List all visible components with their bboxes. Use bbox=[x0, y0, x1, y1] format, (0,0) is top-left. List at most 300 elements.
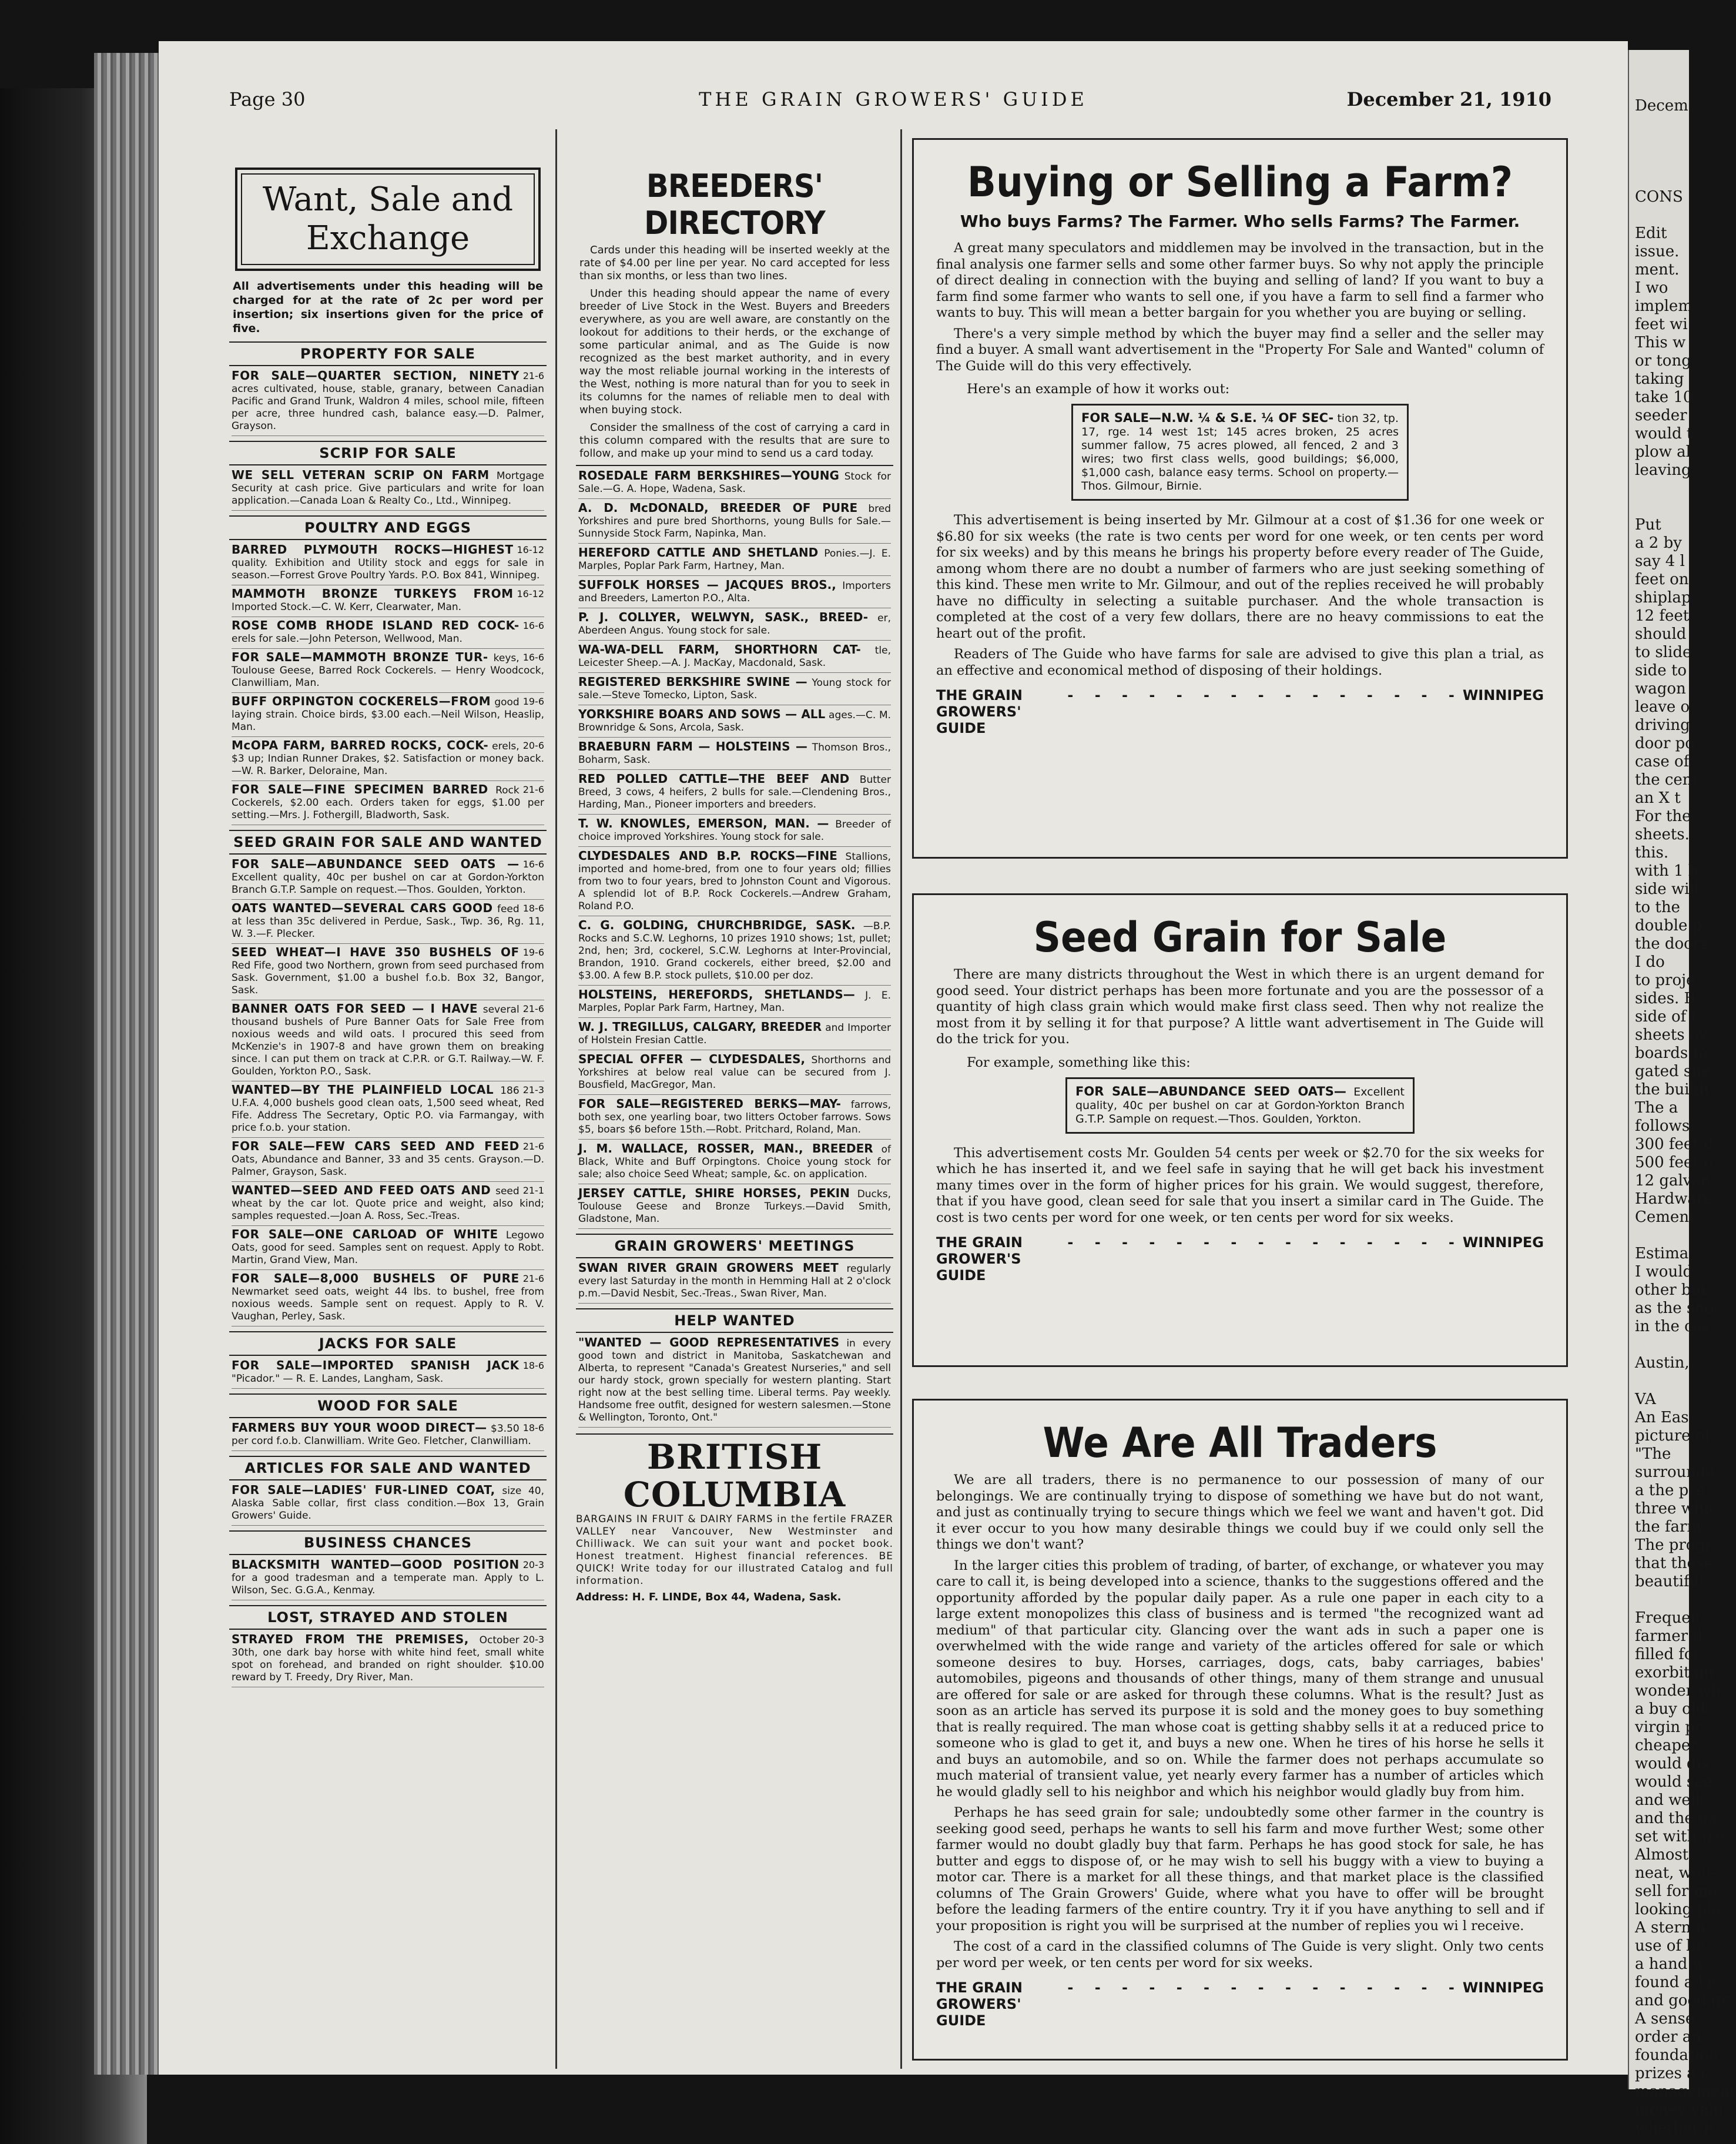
facing-page-line: set with tre bbox=[1635, 1828, 1724, 1845]
breeder-card bbox=[578, 611, 891, 641]
ad-code: 20-3 bbox=[522, 1634, 544, 1645]
seed-grain-title: Seed Grain for Sale bbox=[1033, 913, 1447, 962]
section-heading: BUSINESS CHANCES bbox=[229, 1530, 547, 1555]
page-stack-edge bbox=[94, 53, 159, 2075]
meetings-heading: GRAIN GROWERS' MEETINGS bbox=[576, 1234, 893, 1258]
facing-page-line: as the sno bbox=[1635, 1299, 1714, 1317]
card-heading: C. G. GOLDING, CHURCHBRIDGE, SASK. bbox=[578, 918, 856, 932]
buying-selling-footer: THE GRAIN GROWERS' GUIDE - - - - - - - - - - - - - - - WINNIPEG bbox=[936, 687, 1544, 736]
classified-ad bbox=[232, 619, 544, 649]
traders-footer: THE GRAIN GROWERS' GUIDE - - - - - - - - - - - - - - - WINNIPEG bbox=[936, 1979, 1544, 2029]
card-body: farrows, both sex, one yearling boar, two litters October farrows. Sows $5, boars $6 before 15th.—Robt. Pritchard, Roland, Man. bbox=[578, 1099, 891, 1135]
ad-body: good laying strain. Choice birds, $3.00 each.—Neil Wilson, Heaslip, Man. bbox=[232, 696, 544, 733]
facing-page-line: A sense bbox=[1635, 2010, 1695, 2028]
facing-page-line: gated she bbox=[1635, 1063, 1711, 1080]
facing-page-line: 300 feet d bbox=[1635, 1135, 1714, 1153]
facing-page-line: An Eas bbox=[1635, 1409, 1689, 1426]
card-body: er, Aberdeen Angus. Young stock for sale. bbox=[578, 612, 891, 636]
section-heading: SEED GRAIN FOR SALE AND WANTED bbox=[229, 830, 547, 855]
ad-heading: FOR SALE—MAMMOTH BRONZE TUR- bbox=[232, 650, 488, 664]
facing-page-line: sides. B bbox=[1635, 990, 1695, 1007]
card-heading: BRAEBURN FARM — HOLSTEINS — bbox=[578, 739, 807, 753]
ad-heading: WANTED—BY THE PLAINFIELD LOCAL bbox=[232, 1083, 494, 1097]
facing-page-line: sheets. bbox=[1635, 826, 1690, 843]
facing-page-line: I wo bbox=[1635, 279, 1668, 297]
help-wanted-list bbox=[576, 1336, 893, 1428]
breeders-intro-rate: Cards under this heading will be inserted weekly at the rate of $4.00 per line per year. No card accepted for less than six months, or less than two lines. bbox=[579, 244, 890, 282]
card-body: tle, Leicester Sheep.—A. J. MacKay, Macdonald, Sask. bbox=[578, 645, 891, 669]
traders-para-1: We are all traders, there is no permanence to our possession of many of our belongings. We are continually trying to dispose of something we have but do not want, and just as continually trying to secure things which we feel we want and haven't got. Did it ever occur to you how many desirable things we could buy if we could only sell the things we don't want? bbox=[936, 1472, 1544, 1552]
facing-page-line: take 10 bbox=[1635, 388, 1693, 406]
card-heading: SUFFOLK HORSES — JACQUES BROS., bbox=[578, 578, 836, 592]
classified-ad bbox=[232, 1003, 544, 1081]
traders-title: We Are All Traders bbox=[1043, 1419, 1437, 1467]
facing-page-line: surrounda bbox=[1635, 1463, 1715, 1481]
facing-page-line: This w bbox=[1635, 334, 1686, 351]
buying-selling-para-1: A great many speculators and middlemen may be involved in the transaction, but in the final analysis one farmer sells and some other farmer buys. So why not apply the principle of direct dealing in connection with the buying and selling of land? If you want to buy a farm find some farmer who wants to sell one, if you have a farm to sell find a farmer who wants to buy. This will mean a better bargain for you whether you are buying or selling. bbox=[936, 240, 1544, 320]
facing-page-line: three whic bbox=[1635, 1500, 1718, 1517]
card-heading: W. J. TREGILLUS, CALGARY, BREEDER bbox=[578, 1020, 822, 1034]
card-heading: FOR SALE—REGISTERED BERKS—MAY- bbox=[578, 1097, 841, 1111]
facing-page-line bbox=[1635, 480, 1689, 498]
breeders-intro-cost: Consider the smallness of the cost of carrying a card in this column compared with the results that are sure to follow, and make up your mind to send us a card today. bbox=[579, 421, 890, 460]
facing-page-line: to slide bbox=[1635, 644, 1692, 661]
facing-page-line: feet on bbox=[1635, 571, 1689, 588]
ad-body: Red Fife, good two Northern, grown from seed purchased from Sask. Government, $1.00 a bushel f.o.b. Box 32, Bangor, Sask. bbox=[232, 960, 544, 996]
facing-page-line: use of be bbox=[1635, 1937, 1705, 1955]
ad-body: "Picador." — R. E. Landes, Langham, Sask. bbox=[232, 1373, 444, 1385]
facing-page-line: issue. bbox=[1635, 243, 1680, 260]
ad-heading: STRAYED FROM THE PREMISES, bbox=[232, 1632, 469, 1646]
want-sale-title-box bbox=[235, 168, 541, 271]
breeder-card bbox=[578, 1187, 891, 1229]
ad-code: 21-1 bbox=[522, 1185, 544, 1196]
facing-page-line: the cent bbox=[1635, 771, 1698, 789]
seed-grain-example-intro: For example, something like this: bbox=[967, 1054, 1191, 1070]
example-ad-body: Excellent quality, 40c per bushel on car at Gordon-Yorkton Branch G.T.P. Sample on request.—Thos. Goulden, Yorkton. bbox=[1075, 1085, 1405, 1125]
ad-heading: ROSE COMB RHODE ISLAND RED COCK- bbox=[232, 618, 520, 632]
classified-ad bbox=[232, 544, 544, 585]
facing-page-line bbox=[1635, 170, 1689, 188]
ad-code: 19-6 bbox=[522, 696, 544, 707]
classified-ad bbox=[232, 1184, 544, 1226]
footer-publisher: THE GRAIN GROWERS' GUIDE bbox=[936, 687, 1023, 736]
facing-page-line: 12 galvan bbox=[1635, 1172, 1711, 1190]
british-columbia-ad bbox=[576, 1433, 893, 1603]
buying-selling-para-3: This advertisement is being inserted by Mr. Gilmour at a cost of $1.36 for one week or $6.80 for six weeks (the rate is two cents per word for one week, or ten cents per word for six weeks) and by this means he brings his property before every reader of The Guide, among whom there are no doubt a number of farmers who are just seeking something of this kind. These men write to Mr. Gilmour, and out of the replies received he will probably have no difficulty in selecting a suitable purchaser. And the whole transaction is completed at the cost of a very few dollars, there are no heavy commissions to eat the heart out of the profit. bbox=[936, 512, 1544, 641]
card-heading: J. M. WALLACE, ROSSER, MAN., BREEDER bbox=[578, 1141, 873, 1155]
facing-page-line: the farm. bbox=[1635, 1518, 1707, 1536]
facing-page-line: shiplap bbox=[1635, 589, 1691, 607]
breeder-card bbox=[578, 708, 891, 738]
facing-page-line: leave o bbox=[1635, 698, 1690, 716]
ad-heading: FOR SALE—FEW CARS SEED AND FEED bbox=[232, 1139, 520, 1153]
ad-body: Mortgage Security at cash price. Give particulars and write for loan application.—Canada Loan & Realty Co., Ltd., Winnipeg. bbox=[232, 470, 545, 507]
ad-code: 21-3 bbox=[522, 1084, 544, 1096]
card-body: Thomson Bros., Boharm, Sask. bbox=[578, 742, 892, 766]
ad-heading: FOR SALE—8,000 BUSHELS OF PURE bbox=[232, 1271, 520, 1285]
ad-code: 18-6 bbox=[522, 903, 544, 914]
ad-heading: OATS WANTED—SEVERAL CARS GOOD bbox=[232, 901, 493, 915]
classified-ad bbox=[232, 651, 544, 693]
classified-ad bbox=[232, 588, 544, 617]
breeders-column bbox=[576, 132, 893, 1603]
card-body: ages.—C. M. Brownridge & Sons, Arcola, Sask. bbox=[578, 709, 892, 733]
facing-page-line: Hardware bbox=[1635, 1190, 1713, 1208]
ad-heading: WE SELL VETERAN SCRIP ON FARM bbox=[232, 468, 490, 482]
classified-ad bbox=[232, 858, 544, 900]
seed-grain-para-2: This advertisement costs Mr. Goulden 54 cents per week or $2.70 for the six weeks for which he has inserted it, and we feel safe in saying that he will get back his investment many times over in the form of higher prices for his grain. We would suggest, therefore, that if you have good, clean seed for sale that you insert a similar card in The Guide. The cost is two cents per word for one week, or ten cents per word for six weeks. bbox=[936, 1145, 1544, 1225]
classified-ad bbox=[232, 1633, 544, 1687]
want-sale-sections bbox=[229, 341, 547, 1687]
bc-ad-title: BRITISH COLUMBIA bbox=[623, 1437, 846, 1515]
classified-ad bbox=[232, 946, 544, 1000]
facing-page-line: in the cas bbox=[1635, 1318, 1710, 1335]
card-body: Breeder of choice improved Yorkshires. Young stock for sale. bbox=[578, 819, 891, 843]
facing-page-line: found a lac bbox=[1635, 1974, 1721, 1991]
section-heading: SCRIP FOR SALE bbox=[229, 441, 547, 465]
facing-page-line: VA bbox=[1635, 1391, 1656, 1408]
ad-heading: BANNER OATS FOR SEED — I HAVE bbox=[232, 1001, 478, 1016]
meetings-list bbox=[576, 1262, 893, 1304]
classified-ad bbox=[232, 370, 544, 436]
want-sale-intro: All advertisements under this heading will be charged for at the rate of 2c per word per insertion; six insertions given for the price of five. bbox=[233, 280, 543, 335]
card-body: Young stock for sale.—Steve Tomecko, Lipton, Sask. bbox=[578, 677, 891, 701]
footer-publisher: THE GRAIN GROWERS' GUIDE bbox=[936, 1979, 1023, 2029]
card-body: Importers and Breeders, Lamerton P.O., Alta. bbox=[578, 580, 892, 604]
ad-body: size 40, Alaska Sable collar, first class condition.—Box 13, Grain Growers' Guide. bbox=[232, 1485, 544, 1522]
ad-body: erels, $3 up; Indian Runner Drakes, $2. Satisfaction or money back.—W. R. Barker, Deloraine, Man. bbox=[232, 741, 544, 777]
facing-page-line: wagon bbox=[1635, 680, 1686, 698]
facing-page-line bbox=[1635, 1591, 1689, 1609]
buying-selling-title: Buying or Selling a Farm? bbox=[967, 158, 1513, 206]
facing-page-line: should bbox=[1635, 625, 1687, 643]
card-body: Stallions, imported and home-bred, from one to four years old; fillies from two to four years, bred to Johnston Count and Vigorous. A splendid lot of B.P. Rock Cockerels.—Andrew Graham, Roland P.O. bbox=[578, 851, 892, 912]
facing-page-line: prizes a c bbox=[1635, 2065, 1710, 2082]
facing-page-line bbox=[1635, 115, 1689, 133]
breeder-card bbox=[578, 644, 891, 673]
bc-ad-body: BARGAINS IN FRUIT & DAIRY FARMS in the fertile FRAZER VALLEY near Vancouver, New Westminster and Chilliwack. We can suit your want and pocket book. Honest treatment. Highest financial references. BE QUICK! Write today for our illustrated Catalog and full information. bbox=[576, 1513, 893, 1587]
ad-code: 16-12 bbox=[517, 588, 544, 599]
breeders-title: BREEDERS' DIRECTORY bbox=[644, 168, 825, 242]
ad-code: 16-6 bbox=[522, 652, 544, 663]
buying-selling-para-2: There's a very simple method by which the buyer may find a seller and the seller may find a buyer. A small want advertisement in the "Property For Sale and Wanted" column of The Guide will do this very effectively. bbox=[936, 326, 1544, 374]
ad-heading: FOR SALE—FINE SPECIMEN BARRED bbox=[232, 782, 488, 796]
ad-heading: FARMERS BUY YOUR WOOD DIRECT— bbox=[232, 1421, 487, 1435]
breeder-card bbox=[578, 1021, 891, 1050]
ad-heading: FOR SALE—LADIES' FUR-LINED COAT, bbox=[232, 1483, 495, 1497]
ad-heading: BLACKSMITH WANTED—GOOD POSITION bbox=[232, 1557, 520, 1572]
card-heading: CLYDESDALES AND B.P. ROCKS—FINE bbox=[578, 849, 837, 863]
breeder-card bbox=[578, 741, 891, 770]
facing-page-line: Edit bbox=[1635, 225, 1667, 242]
facing-page-line: CONS bbox=[1635, 188, 1683, 206]
facing-page-line bbox=[1635, 206, 1689, 225]
ad-code: 16-6 bbox=[522, 859, 544, 870]
classified-ad bbox=[232, 695, 544, 737]
facing-page-line bbox=[1635, 1227, 1689, 1245]
column-rule bbox=[555, 129, 557, 2069]
breeders-intro-body: Under this heading should appear the name of every breeder of Live Stock in the West. Buyers and Breeders everywhere, as you are well aware, are constantly on the lookout for additions to their herds, or the exchange of some particular animal, and as The Guide is now recognized as the best market authority, and in every way the most reliable journal working in the interests of the West, nothing is more natural than for you to seek in its columns for the names of reliable men to deal with when buying stock. bbox=[579, 287, 890, 416]
card-heading: RED POLLED CATTLE—THE BEEF AND bbox=[578, 772, 850, 786]
facing-page-line: a hand w bbox=[1635, 1955, 1705, 1973]
card-body: bred Yorkshires and pure bred Shorthorns, young Bulls for Sale.—Sunnyside Stock Farm, Napinka, Man. bbox=[578, 503, 891, 540]
classified-ad bbox=[232, 1084, 544, 1138]
card-heading: REGISTERED BERKSHIRE SWINE — bbox=[578, 675, 807, 689]
classified-ad bbox=[232, 1272, 544, 1326]
meeting-notice bbox=[578, 1262, 891, 1304]
issue-date: December 21, 1910 bbox=[1346, 88, 1551, 110]
ad-body: $3.50 per cord f.o.b. Clanwilliam. Write Geo. Fletcher, Clanwilliam. bbox=[232, 1423, 531, 1447]
classified-ad bbox=[232, 1484, 544, 1526]
ad-body: Legowo Oats, good for seed. Samples sent on request. Apply to Robt. Martin, Grand View, Man. bbox=[232, 1230, 545, 1266]
breeder-card bbox=[578, 547, 891, 576]
seed-grain-example-ad bbox=[1065, 1077, 1415, 1134]
facing-page-line: The progr bbox=[1635, 1536, 1712, 1554]
facing-page-line bbox=[1635, 498, 1689, 516]
facing-page-line: beautiful bbox=[1635, 1573, 1704, 1590]
example-ad-body: tion 32, tp. 17, rge. 14 west 1st; 145 acres broken, 25 acres summer fallow, 75 acres plowed, all fenced, 2 and 3 wires; two first class wells, good buildings; $6,000, $1,000 cash, balance easy terms. School on property.—Thos. Gilmour, Birnie. bbox=[1081, 412, 1399, 493]
facing-page-line: wonder wh bbox=[1635, 1682, 1721, 1700]
ad-code: 21-6 bbox=[522, 1273, 544, 1284]
example-ad-heading: FOR SALE—N.W. ¼ & S.E. ¼ OF SEC- bbox=[1081, 411, 1334, 425]
breeder-card bbox=[578, 1053, 891, 1095]
card-heading: T. W. KNOWLES, EMERSON, MAN. — bbox=[578, 816, 829, 830]
facing-page-line: picture of bbox=[1635, 1427, 1711, 1445]
ad-code: 21-6 bbox=[522, 1003, 544, 1014]
facing-page-line: Cement bbox=[1635, 1208, 1695, 1226]
facing-page-line: 500 feet o bbox=[1635, 1154, 1713, 1171]
breeder-card bbox=[578, 773, 891, 815]
card-heading: SPECIAL OFFER — CLYDESDALES, bbox=[578, 1052, 806, 1066]
facing-page-line: this. bbox=[1635, 844, 1669, 862]
ad-body: seed wheat by the car lot. Quote price and weight, also kind; samples requested.—Joan A. Ross, Sec.-Treas. bbox=[232, 1185, 544, 1222]
ad-body: Excellent quality, 40c per bushel on car at Gordon-Yorkton Branch G.T.P. Sample on request.—Thos. Goulden, Yorkton. bbox=[232, 872, 544, 896]
facing-page-line: 12 feet bbox=[1635, 607, 1690, 625]
facing-page-line: with 1 b bbox=[1635, 862, 1698, 880]
facing-page-line: sell for mo bbox=[1635, 1882, 1717, 1900]
card-heading: ROSEDALE FARM BERKSHIRES—YOUNG bbox=[578, 468, 839, 483]
facing-page-line: and well bbox=[1635, 1791, 1701, 1809]
facing-page-line: the doors bbox=[1635, 935, 1708, 953]
classified-ad bbox=[232, 783, 544, 825]
facing-page-line bbox=[1635, 152, 1689, 170]
facing-page-line: an X t bbox=[1635, 789, 1681, 807]
breeder-card bbox=[578, 850, 891, 916]
ad-code: 21-6 bbox=[522, 370, 544, 381]
card-heading: HOLSTEINS, HEREFORDS, SHETLANDS— bbox=[578, 987, 855, 1001]
facing-page-line: boards fo bbox=[1635, 1044, 1708, 1062]
card-heading: JERSEY CATTLE, SHIRE HORSES, PEKIN bbox=[578, 1186, 850, 1200]
classified-ad bbox=[232, 1359, 544, 1389]
facing-page-text bbox=[1629, 50, 1736, 2138]
card-heading: "WANTED — GOOD REPRESENTATIVES bbox=[578, 1335, 840, 1349]
facing-page-line: seeder bbox=[1635, 407, 1687, 424]
facing-page-line: A stern fi bbox=[1635, 1919, 1706, 1937]
facing-page-line: Decem bbox=[1635, 97, 1688, 115]
facing-page-line: and good gr bbox=[1635, 1992, 1729, 2009]
traders-para-3: Perhaps he has seed grain for sale; undoubtedly some other farmer in the country is seeking good seed, perhaps he wants to sell his farm and move further West; some other farmer would no doubt gladly buy that farm. Perhaps he has good stock for sale, he has butter and eggs to dispose of, or he may wish to sell his buggy with a view to buying a motor car. There is a market for all these things, and that market place is the classified columns of The Grain Growers' Guide, where what you have to offer will be brought before the leading farmers of the entire country. Try it if you have anything to sell and if your proposition is right you will be surprised at the number of replies you wi l receive. bbox=[936, 1805, 1544, 1934]
classified-ad bbox=[232, 1140, 544, 1182]
ad-code: 20-3 bbox=[522, 1559, 544, 1570]
ad-heading: BARRED PLYMOUTH ROCKS—HIGHEST bbox=[232, 542, 514, 557]
card-body: in every good town and district in Manitoba, Saskatchewan and Alberta, to represent "Canada's Greatest Nurseries," and sell our hardy stock, grown specially for western planting. Start right now at the best selling time. Liberal terms. Pay weekly. Handsome free outfit, designed for western salesmen.—Stone & Wellington, Toronto, Ont." bbox=[578, 1338, 892, 1423]
facing-page-line: implem bbox=[1635, 297, 1693, 315]
facing-page-line: exorbitant bbox=[1635, 1664, 1715, 1681]
breeder-card bbox=[578, 818, 891, 847]
want-sale-column bbox=[229, 132, 547, 1690]
breeder-card bbox=[578, 989, 891, 1018]
facing-page-line: a the pre bbox=[1635, 1482, 1705, 1499]
facing-page-line: follows: bbox=[1635, 1117, 1695, 1135]
breeder-card bbox=[578, 1143, 891, 1184]
facing-page-line: "The bbox=[1635, 1445, 1671, 1463]
section-heading: PROPERTY FOR SALE bbox=[229, 341, 547, 366]
facing-page-line: a 2 by bbox=[1635, 534, 1682, 552]
ad-body: Oats, Abundance and Banner, 33 and 35 cents. Grayson.—D. Palmer, Grayson, Sask. bbox=[232, 1154, 544, 1178]
facing-page-line: feet wi bbox=[1635, 316, 1688, 333]
breeder-card bbox=[578, 579, 891, 608]
facing-page-line: Almost bbox=[1635, 1846, 1689, 1864]
newspaper-page bbox=[159, 41, 1628, 2075]
card-body: Ducks, Toulouse Geese and Bronze Turkeys.—David Smith, Gladstone, Man. bbox=[578, 1188, 892, 1225]
section-heading: POULTRY AND EGGS bbox=[229, 515, 547, 540]
facing-page-line: Frequen bbox=[1635, 1609, 1701, 1627]
facing-page-line: would dis bbox=[1635, 1755, 1710, 1773]
facing-page-line: to the bbox=[1635, 899, 1680, 916]
ad-body: Imported Stock.—C. W. Kerr, Clearwater, Man. bbox=[232, 601, 462, 613]
want-sale-title-line2: Exchange bbox=[306, 219, 470, 257]
all-traders-box bbox=[912, 1399, 1568, 2061]
facing-page-line: the buildi bbox=[1635, 1081, 1709, 1098]
traders-para-4: The cost of a card in the classified columns of The Guide is very slight. Only two cents per word per week, or ten cents per word for six weeks. bbox=[936, 1939, 1544, 1971]
footer-publisher: THE GRAIN GROWER'S GUIDE bbox=[936, 1234, 1023, 1284]
facing-page-line: door po bbox=[1635, 735, 1694, 752]
facing-page-line: to proje bbox=[1635, 972, 1695, 989]
card-heading: YORKSHIRE BOARS AND SOWS — ALL bbox=[578, 707, 826, 721]
ad-heading: WANTED—SEED AND FEED OATS AND bbox=[232, 1183, 491, 1197]
facing-page-line: would t bbox=[1635, 425, 1693, 443]
ad-body: quality. Exhibition and Utility stock and eggs for sale in season.—Forrest Grove Poultry Yards. P.O. Box 841, Winnipeg. bbox=[232, 557, 544, 581]
section-heading: JACKS FOR SALE bbox=[229, 1331, 547, 1356]
facing-page-line bbox=[1635, 133, 1689, 152]
facing-page-line: Austin, bbox=[1635, 1354, 1690, 1372]
facing-page-line: taking bbox=[1635, 370, 1684, 388]
card-heading: WA-WA-DELL FARM, SHORTHORN CAT- bbox=[578, 642, 861, 656]
facing-page-line: double p bbox=[1635, 917, 1703, 934]
facing-page-line: farmer d bbox=[1635, 1627, 1703, 1645]
ad-code: 18-6 bbox=[522, 1360, 544, 1371]
buying-selling-para-4: Readers of The Guide who have farms for sale are advised to give this plan a trial, as an effective and economical method of disposing of their holdings. bbox=[936, 646, 1544, 678]
want-sale-title-line1: Want, Sale and bbox=[262, 180, 514, 219]
ad-code: 21-6 bbox=[522, 784, 544, 795]
facing-page-line: looking pla bbox=[1635, 1901, 1721, 1918]
seed-grain-para-1: There are many districts throughout the West in which there is an urgent demand for good seed. Your district perhaps has been more fortunate and you are the possessor of a quantity of high class grain which would make first class seed. Then why not realize the most from it by selling it for that purpose? A little want advertisement in The Guide will do the trick for you. bbox=[936, 967, 1544, 1047]
column-rule bbox=[900, 129, 902, 2069]
ad-heading: MAMMOTH BRONZE TURKEYS FROM bbox=[232, 587, 514, 601]
ad-body: erels for sale.—John Peterson, Wellwood, Man. bbox=[232, 633, 463, 645]
breeder-card bbox=[578, 470, 891, 499]
facing-page-line: neat, well- bbox=[1635, 1864, 1716, 1882]
facing-page-line bbox=[1635, 1336, 1689, 1354]
ad-heading: SEED WHEAT—I HAVE 350 BUSHELS OF bbox=[232, 945, 520, 959]
facing-page-line: and the ga bbox=[1635, 1810, 1718, 1827]
card-body: and Importer of Holstein Fresian Cattle. bbox=[578, 1022, 891, 1046]
facing-page-line: that these bbox=[1635, 1555, 1713, 1572]
breeder-card bbox=[578, 919, 891, 986]
ad-body: feed at less than 35c delivered in Perdue, Sask., Twp. 36, Rg. 11, W. 3.—F. Plecker. bbox=[232, 903, 544, 940]
facing-page-line: ment. bbox=[1635, 261, 1680, 279]
facing-page-line bbox=[1635, 1372, 1689, 1391]
breeder-card bbox=[578, 676, 891, 705]
section-heading: WOOD FOR SALE bbox=[229, 1393, 547, 1418]
footer-city: WINNIPEG bbox=[1462, 687, 1544, 704]
ad-code: 16-12 bbox=[517, 544, 544, 555]
facing-page-line: whether it bbox=[1635, 2119, 1715, 2137]
section-heading: ARTICLES FOR SALE AND WANTED bbox=[229, 1456, 547, 1480]
facing-page-line: side to bbox=[1635, 662, 1687, 679]
buying-selling-subtitle: Who buys Farms? The Farmer. Who sells Farms? The Farmer. bbox=[960, 212, 1520, 231]
facing-page-line: money valu bbox=[1635, 2101, 1724, 2119]
ad-code: 20-6 bbox=[522, 740, 544, 751]
facing-page-line: I do bbox=[1635, 953, 1665, 971]
card-heading: P. J. COLLYER, WELWYN, SASK., BREED- bbox=[578, 610, 869, 624]
buying-selling-example-ad bbox=[1071, 404, 1409, 501]
buying-selling-example-intro: Here's an example of how it works out: bbox=[967, 381, 1230, 397]
facing-page-line: other bui bbox=[1635, 1281, 1706, 1299]
facing-page-line: a buy old bbox=[1635, 1700, 1706, 1718]
facing-page-line: Estima bbox=[1635, 1245, 1689, 1262]
footer-city: WINNIPEG bbox=[1462, 1234, 1544, 1251]
facing-page-line: sheets ov bbox=[1635, 1026, 1708, 1044]
facing-page-line: Put bbox=[1635, 516, 1661, 534]
ad-body: acres cultivated, house, stable, granary, between Canadian Pacific and Grand Trunk, Waldron 4 miles, school mile, fifteen per acre, three hundred cash, balance easy.—D. Palmer, Grayson. bbox=[232, 383, 544, 432]
card-body: of Black, White and Buff Orpingtons. Choice young stock for sale; also choice Seed Wheat; sample, &c. on application. bbox=[578, 1144, 891, 1180]
card-heading: A. D. McDONALD, BREEDER OF PURE bbox=[578, 501, 858, 515]
section-heading: LOST, STRAYED AND STOLEN bbox=[229, 1605, 547, 1630]
footer-city: WINNIPEG bbox=[1462, 1979, 1544, 1996]
ad-body: 186 U.F.A. 4,000 bushels good clean oats, 1,500 seed wheat, Red Fife. Address The Secretary, Optic P.O. via Farmangay, with price f.o.b. your station. bbox=[232, 1085, 544, 1134]
facing-page-line: plow al bbox=[1635, 443, 1691, 461]
seed-grain-footer: THE GRAIN GROWER'S GUIDE - - - - - - - - - - - - - - - WINNIPEG bbox=[936, 1234, 1544, 1284]
card-body: J. E. Marples, Poplar Park Farm, Hartney, Man. bbox=[578, 990, 892, 1014]
classified-ad bbox=[232, 1559, 544, 1600]
bc-ad-address: Address: H. F. LINDE, Box 44, Wadena, Sask. bbox=[576, 1591, 842, 1603]
facing-page-line: foundation bbox=[1635, 2046, 1719, 2064]
facing-page-line: I would bbox=[1635, 1263, 1693, 1281]
ad-code: 19-6 bbox=[522, 947, 544, 958]
facing-page-line: side will bbox=[1635, 880, 1700, 898]
traders-para-2: In the larger cities this problem of trading, of barter, of exchange, or whatever you may care to call it, is being developed into a science, thanks to the suggestions offered and the opportunity afforded by the popular daily paper. As a rule one paper in each city to a large extent monopolizes this class of business and is termed "the recognized want ad medium" of that particular city. Glancing over the want ads in such a paper one is overwhelmed with the wide range and variety of the articles offered for sale or which someone desires to buy. Horses, carriages, dogs, cats, baby carriages, babies' automobiles, pigeons and thousands of other things, many of them strange and unusual are offered for sale or are asked for through these columns. What is the result? Just as soon as an article has served its purpose it is sold and the money goes to buy something that is really required. The man whose coat is getting shabby sells it at a reduced price to someone who is glad to get it, and buys a new one. When he tires of his horse he sells it and buys an automobile, and so on. While the farmer does not perhaps accumulate so much material of transient value, yet nearly every farmer has a number of articles which he would gladly sell to his neighbor and which his neighbor would gladly buy from him. bbox=[936, 1557, 1544, 1800]
ad-body: Newmarket seed oats, weight 44 lbs. to bushel, free from noxious weeds. Sample sent on request. Apply to R. V. Vaughan, Perley, Sask. bbox=[232, 1286, 544, 1322]
ad-heading: FOR SALE—ONE CARLOAD OF WHITE bbox=[232, 1227, 498, 1241]
paper-title: THE GRAIN GROWERS' GUIDE bbox=[699, 88, 1088, 110]
facing-page-line: say 4 l bbox=[1635, 552, 1685, 570]
example-ad-heading: FOR SALE—ABUNDANCE SEED OATS— bbox=[1075, 1084, 1346, 1098]
ad-code: 18-6 bbox=[522, 1422, 544, 1433]
help-wanted-ad bbox=[578, 1336, 891, 1428]
facing-page-line: would see, bbox=[1635, 1773, 1718, 1791]
ad-heading: McOPA FARM, BARRED ROCKS, COCK- bbox=[232, 738, 489, 752]
facing-page-line: management bbox=[1635, 2083, 1736, 2101]
facing-page-line: side of t bbox=[1635, 1008, 1697, 1026]
card-body: —B.P. Rocks and S.C.W. Leghorns, 10 prizes 1910 shows; 1st, pullet; 2nd, hen; 3rd, cockerel, S.C.W. Leghorns at Inter-Provincial, Brandon, 1910. Grand cockerels, either breed, $2.00 and $3.00. A few B.P. stock pullets, $10.00 per doz. bbox=[578, 920, 891, 981]
facing-page-line: leaving bbox=[1635, 461, 1691, 479]
classified-ad bbox=[232, 1228, 544, 1270]
breeders-cards bbox=[576, 465, 893, 1229]
card-body: regularly every last Saturday in the month in Hemming Hall at 2 o'clock p.m.—David Nesbit, Sec.-Treas., Swan River, Man. bbox=[578, 1263, 891, 1299]
ad-body: several thousand bushels of Pure Banner Oats for Sale Free from noxious weeds and wild oats. I procured this seed from McKenzie's in 1907-8 and have grown them on breaking since. I can put them on track at C.P.R. or G.T. Railway.—W. F. Goulden, Yorkton P.O., Sask. bbox=[232, 1004, 544, 1077]
